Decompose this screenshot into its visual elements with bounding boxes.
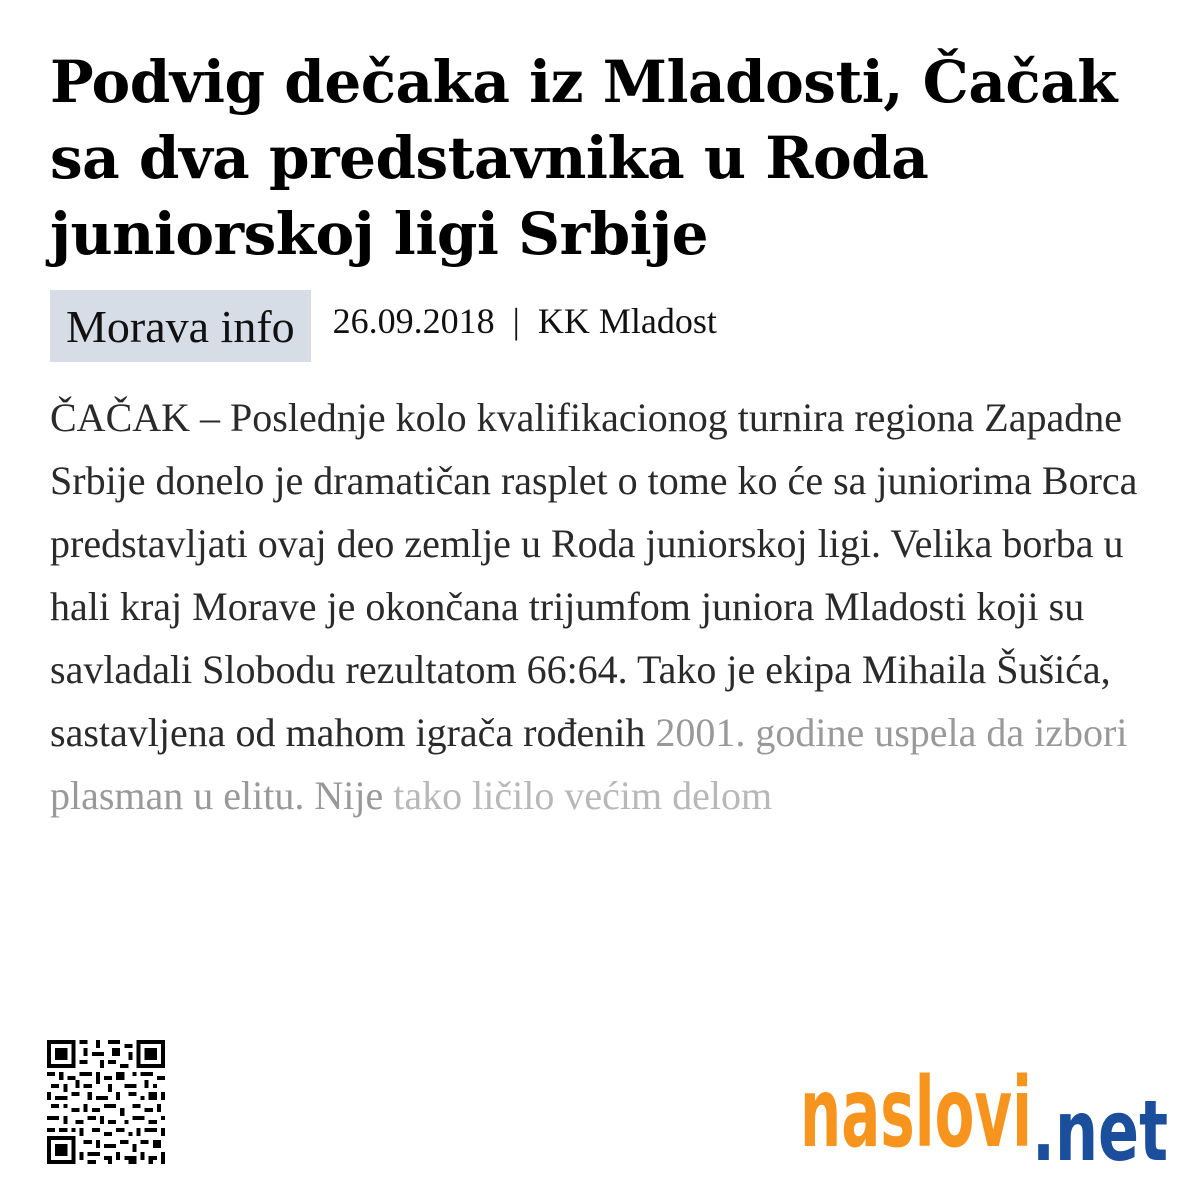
article-tag[interactable]: KK Mladost	[537, 301, 717, 341]
article-date: 26.09.2018	[332, 301, 495, 341]
article-body-main: ČAČAK – Poslednje kolo kvalifikacionog turnira regiona Zapadne Srbije donelo je dramatičan rasplet o tome ko će sa juniorima Borca predstavljati ovaj deo zemlje u Roda juniorskoj ligi. Velika borba u hali kraj Morave je okončana trijumfom juniora Mladosti koji su savladali Slobodu rezultatom 66:64. Tako je ekipa Mihaila Šušića, sastavljena od mahom igrača rođenih	[50, 395, 1138, 755]
meta-info	[333, 300, 717, 342]
source-badge[interactable]: Morava info	[50, 290, 311, 362]
article-meta	[50, 290, 717, 362]
article-body-fade: 2001. godine uspela da izbori plasman u elitu. Nije	[50, 710, 1128, 818]
article-body	[50, 386, 1170, 827]
qr-code-icon	[47, 1040, 165, 1164]
logo-text-net: .net	[1032, 1082, 1168, 1170]
meta-separator: |	[512, 301, 520, 341]
naslovi-logo[interactable]	[800, 1058, 1172, 1170]
logo-text-naslovi: naslovi	[800, 1058, 1032, 1169]
article-body-fade-end: tako ličilo većim delom	[393, 773, 773, 818]
article-title: Podvig dečaka iz Mladosti, Čačak sa dva predstavnika u Roda juniorskoj ligi Srbije	[50, 48, 1117, 268]
